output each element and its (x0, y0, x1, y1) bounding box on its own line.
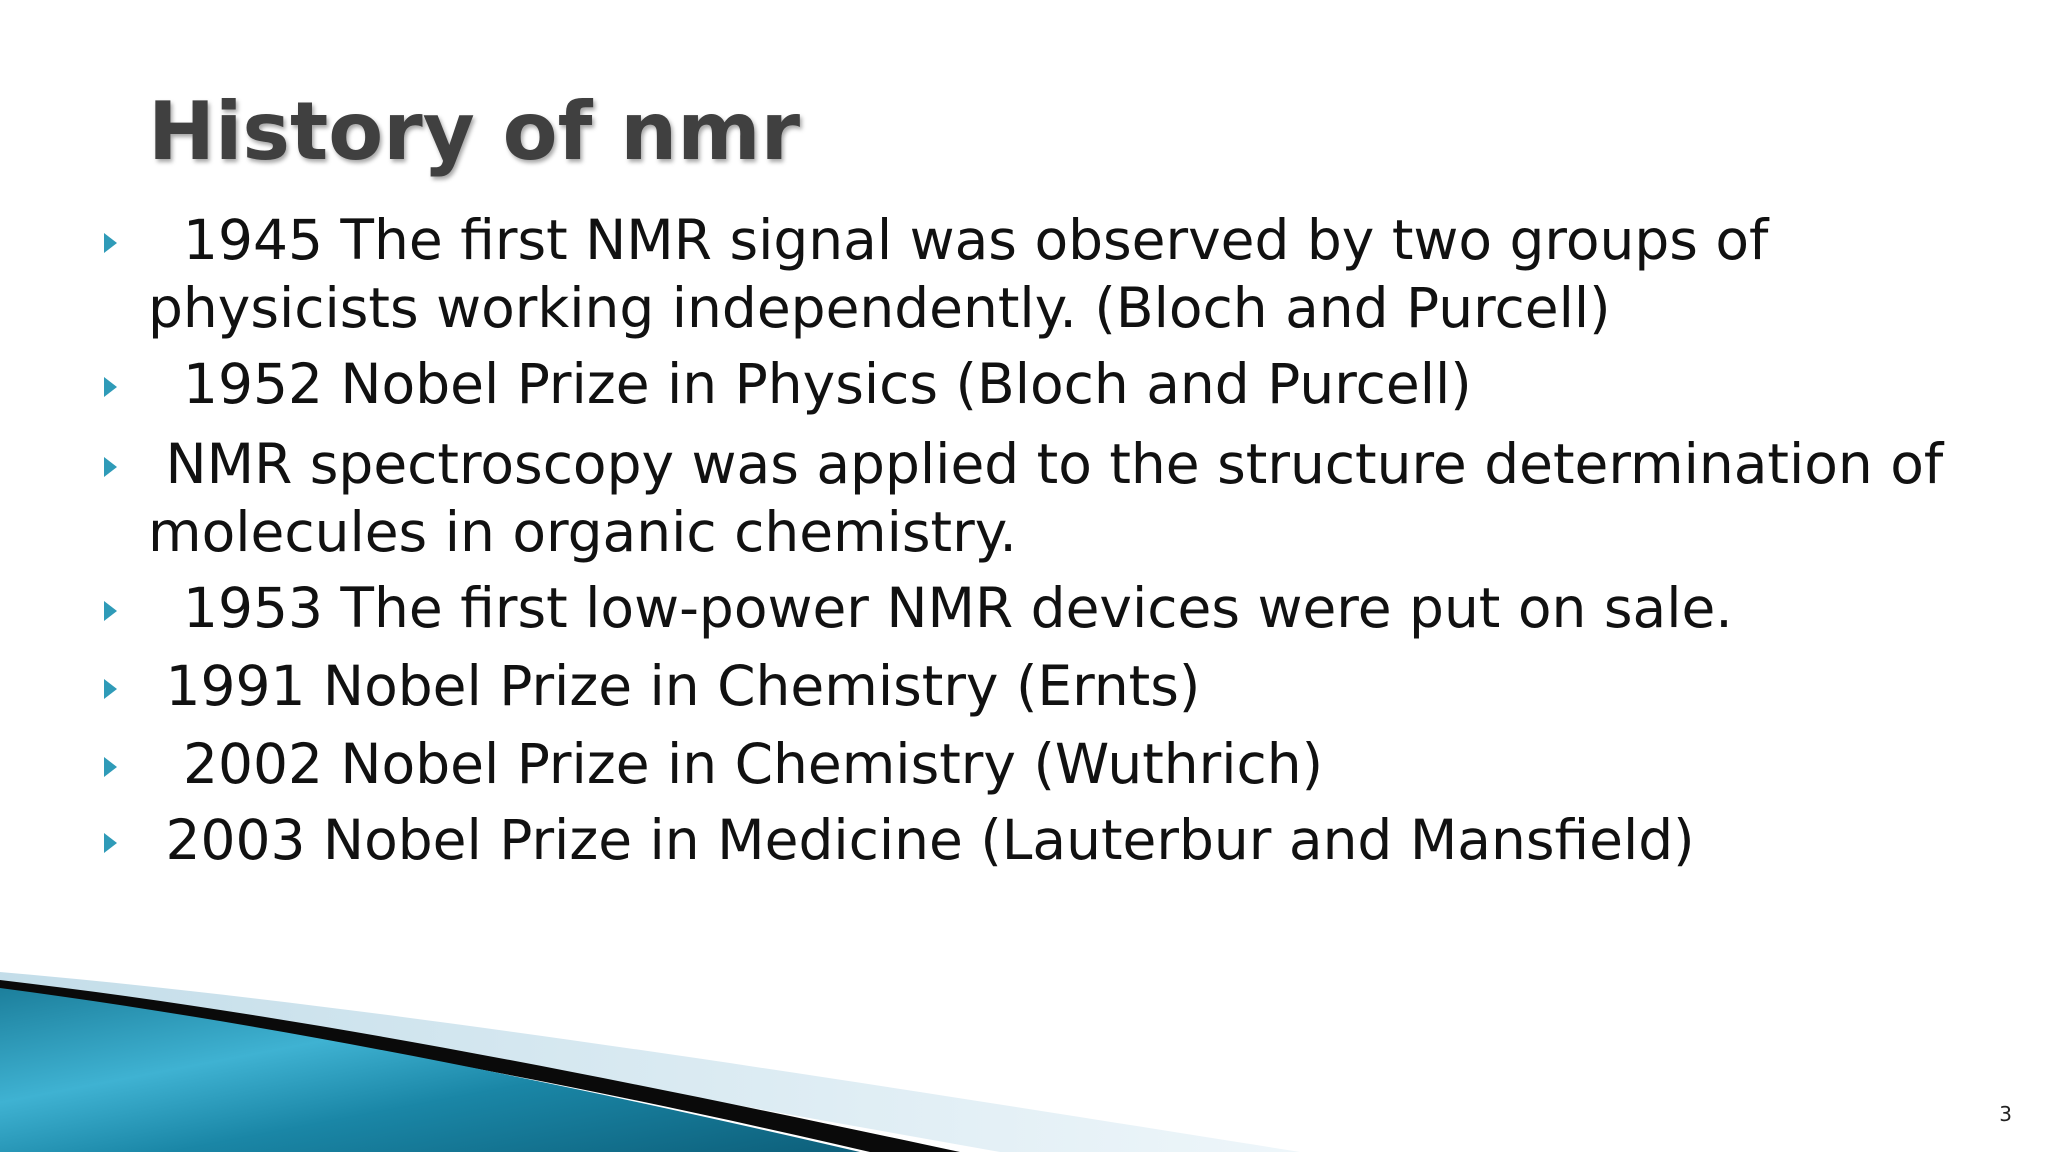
bullet-text: NMR spectroscopy was applied to the structure determination of molecules in organic chemistry. (148, 432, 1944, 564)
bullet-item (100, 350, 2000, 418)
triangle-right-icon (104, 679, 117, 699)
triangle-right-icon (104, 601, 117, 621)
triangle-right-icon (104, 833, 117, 853)
page-number: 3 (1999, 1102, 2012, 1126)
bullet-text: 1991 Nobel Prize in Chemistry (Ernts) (148, 654, 1201, 718)
bullet-item (100, 806, 2000, 874)
bullet-item (100, 574, 2000, 642)
bullet-item (100, 652, 2000, 720)
bullet-text: 2002 Nobel Prize in Chemistry (Wuthrich) (148, 732, 1324, 796)
bullet-item (100, 430, 2000, 566)
slide-title: History of nmr (148, 85, 801, 178)
triangle-right-icon (104, 377, 117, 397)
triangle-right-icon (104, 457, 117, 477)
bullet-text: 1945 The first NMR signal was observed by two groups of physicists working independently. (Bloch and Purcell) (148, 208, 1769, 340)
triangle-right-icon (104, 233, 117, 253)
bullet-item (100, 730, 2000, 798)
triangle-right-icon (104, 757, 117, 777)
bullet-text: 2003 Nobel Prize in Medicine (Lauterbur and Mansfield) (148, 808, 1695, 872)
decorative-swoosh (0, 960, 2048, 1152)
bullet-text: 1952 Nobel Prize in Physics (Bloch and Purcell) (148, 352, 1472, 416)
bullet-text: 1953 The first low-power NMR devices were put on sale. (148, 576, 1733, 640)
bullet-item (100, 206, 2000, 342)
